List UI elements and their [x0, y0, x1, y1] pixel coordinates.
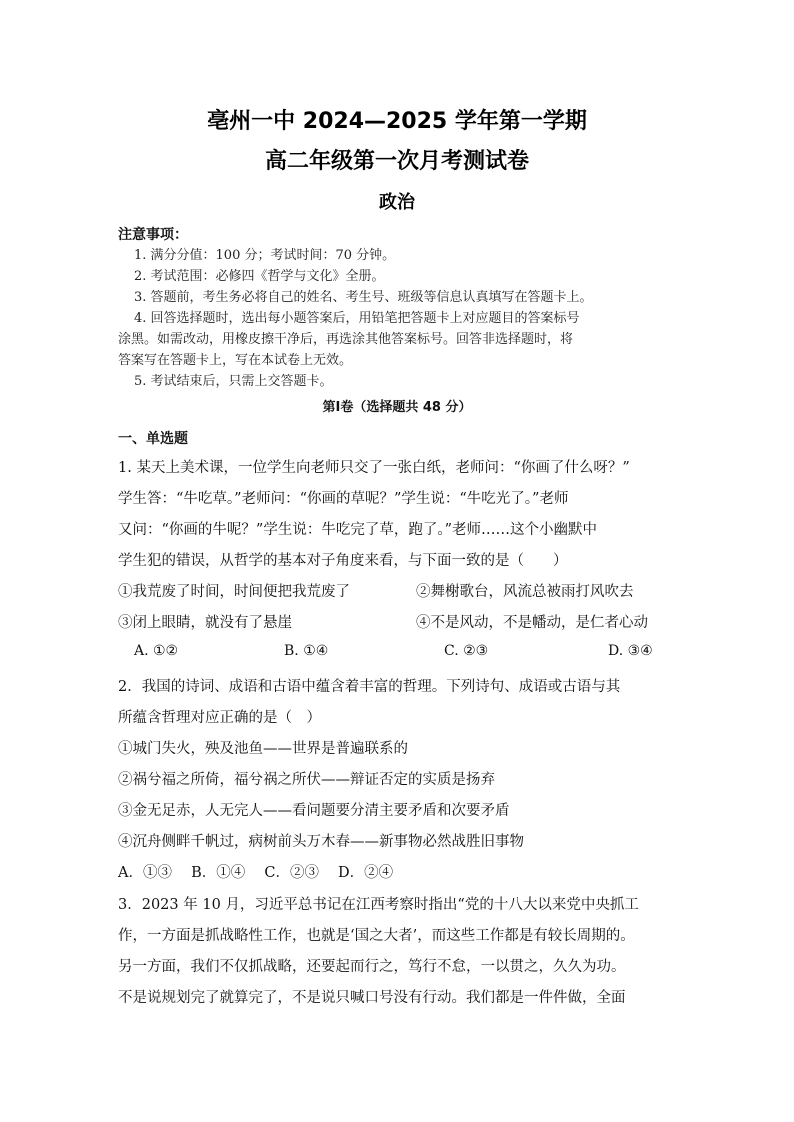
notice-line: 5. 考试结束后，只需上交答题卡。 — [134, 374, 333, 389]
q2-option: ①城门失火，殃及池鱼——世界是普遍联系的 — [118, 741, 408, 757]
q1-stem-line: 学生答：“牛吃草。”老师问：“你画的草呢？”学生说：“牛吃光了。”老师 — [118, 491, 569, 507]
q3-stem-line: 不是说规划完了就算完了，不是说只喊口号没有行动。我们都是一件件做，全面 — [118, 990, 626, 1006]
part-one-title: 第Ⅰ卷（选择题共 48 分） — [322, 400, 472, 415]
q1-option-1: ①我荒废了时间，时间便把我荒废了 — [118, 584, 350, 600]
exam-title-line1: 亳州一中 2024—2025 学年第一学期 — [207, 109, 587, 134]
notice-line: 2. 考试范围：必修四《哲学与文化》全册。 — [134, 269, 385, 284]
notice-line: 1. 满分分值：100 分；考试时间：70 分钟。 — [134, 248, 396, 263]
q2-option: ②祸兮福之所倚，福兮祸之所伏——辩证否定的实质是扬弃 — [118, 772, 495, 788]
q3-stem-line: 另一方面，我们不仅抓战略，还要起而行之，笃行不怠，一以贯之，久久为功。 — [118, 959, 626, 975]
q2-stem-line: 2．我国的诗词、成语和古语中蕴含着丰富的哲理。下列诗句、成语或古语与其 — [118, 679, 621, 695]
q2-option: ③金无足赤，人无完人——看问题要分清主要矛盾和次要矛盾 — [118, 803, 510, 819]
q1-stem-line: 1. 某天上美术课，一位学生向老师只交了一张白纸，老师问：“你画了什么呀？” — [118, 460, 630, 476]
q1-option-4: ④不是风动，不是幡动，是仁者心动 — [416, 615, 648, 631]
q1-choice-b: B. ①④ — [284, 643, 329, 659]
notice-line: 3. 答题前，考生务必将自己的姓名、考生号、班级等信息认真填写在答题卡上。 — [134, 290, 593, 305]
q3-stem-line: 3．2023 年 10 月，习近平总书记在江西考察时指出“党的十八大以来党中央抓工 — [118, 897, 639, 913]
q1-choice-c: C. ②③ — [444, 643, 489, 659]
notice-line: 4. 回答选择题时，选出每小题答案后，用铅笔把答题卡上对应题目的答案标号 — [134, 311, 580, 326]
q2-option: ④沉舟侧畔千帆过，病树前头万木春——新事物必然战胜旧事物 — [118, 834, 524, 850]
exam-subject: 政治 — [379, 192, 415, 213]
q1-stem-line: 学生犯的错误，从哲学的基本对子角度来看，与下面一致的是（ ） — [118, 553, 568, 569]
exam-title-line2: 高二年级第一次月考测试卷 — [264, 149, 529, 174]
q1-option-3: ③闭上眼睛，就没有了悬崖 — [118, 615, 292, 631]
section-title-single-choice: 一、单选题 — [118, 431, 188, 447]
q1-choice-d: D. ③④ — [608, 643, 653, 659]
notice-heading: 注意事项： — [118, 227, 188, 243]
notice-line: 答案写在答题卡上，写在本试卷上无效。 — [118, 353, 353, 368]
q1-stem-line: 又问：“你画的牛呢？”学生说：牛吃完了草，跑了。”老师……这个小幽默中 — [118, 522, 597, 538]
q2-stem-line: 所蕴含哲理对应正确的是（ ） — [118, 710, 321, 726]
q1-choice-a: A. ①② — [134, 643, 179, 659]
q1-option-2: ②舞榭歌台，风流总被雨打风吹去 — [416, 584, 634, 600]
notice-line: 涂黑。如需改动，用橡皮擦干净后，再选涂其他答案标号。回答非选择题时，将 — [118, 332, 574, 347]
q3-stem-line: 作，一方面是抓战略性工作，也就是‘国之大者’，而这些工作都是有较长周期的。 — [118, 928, 635, 944]
q2-choices: A．①③ B．①④ C．②③ D．②④ — [118, 865, 394, 881]
